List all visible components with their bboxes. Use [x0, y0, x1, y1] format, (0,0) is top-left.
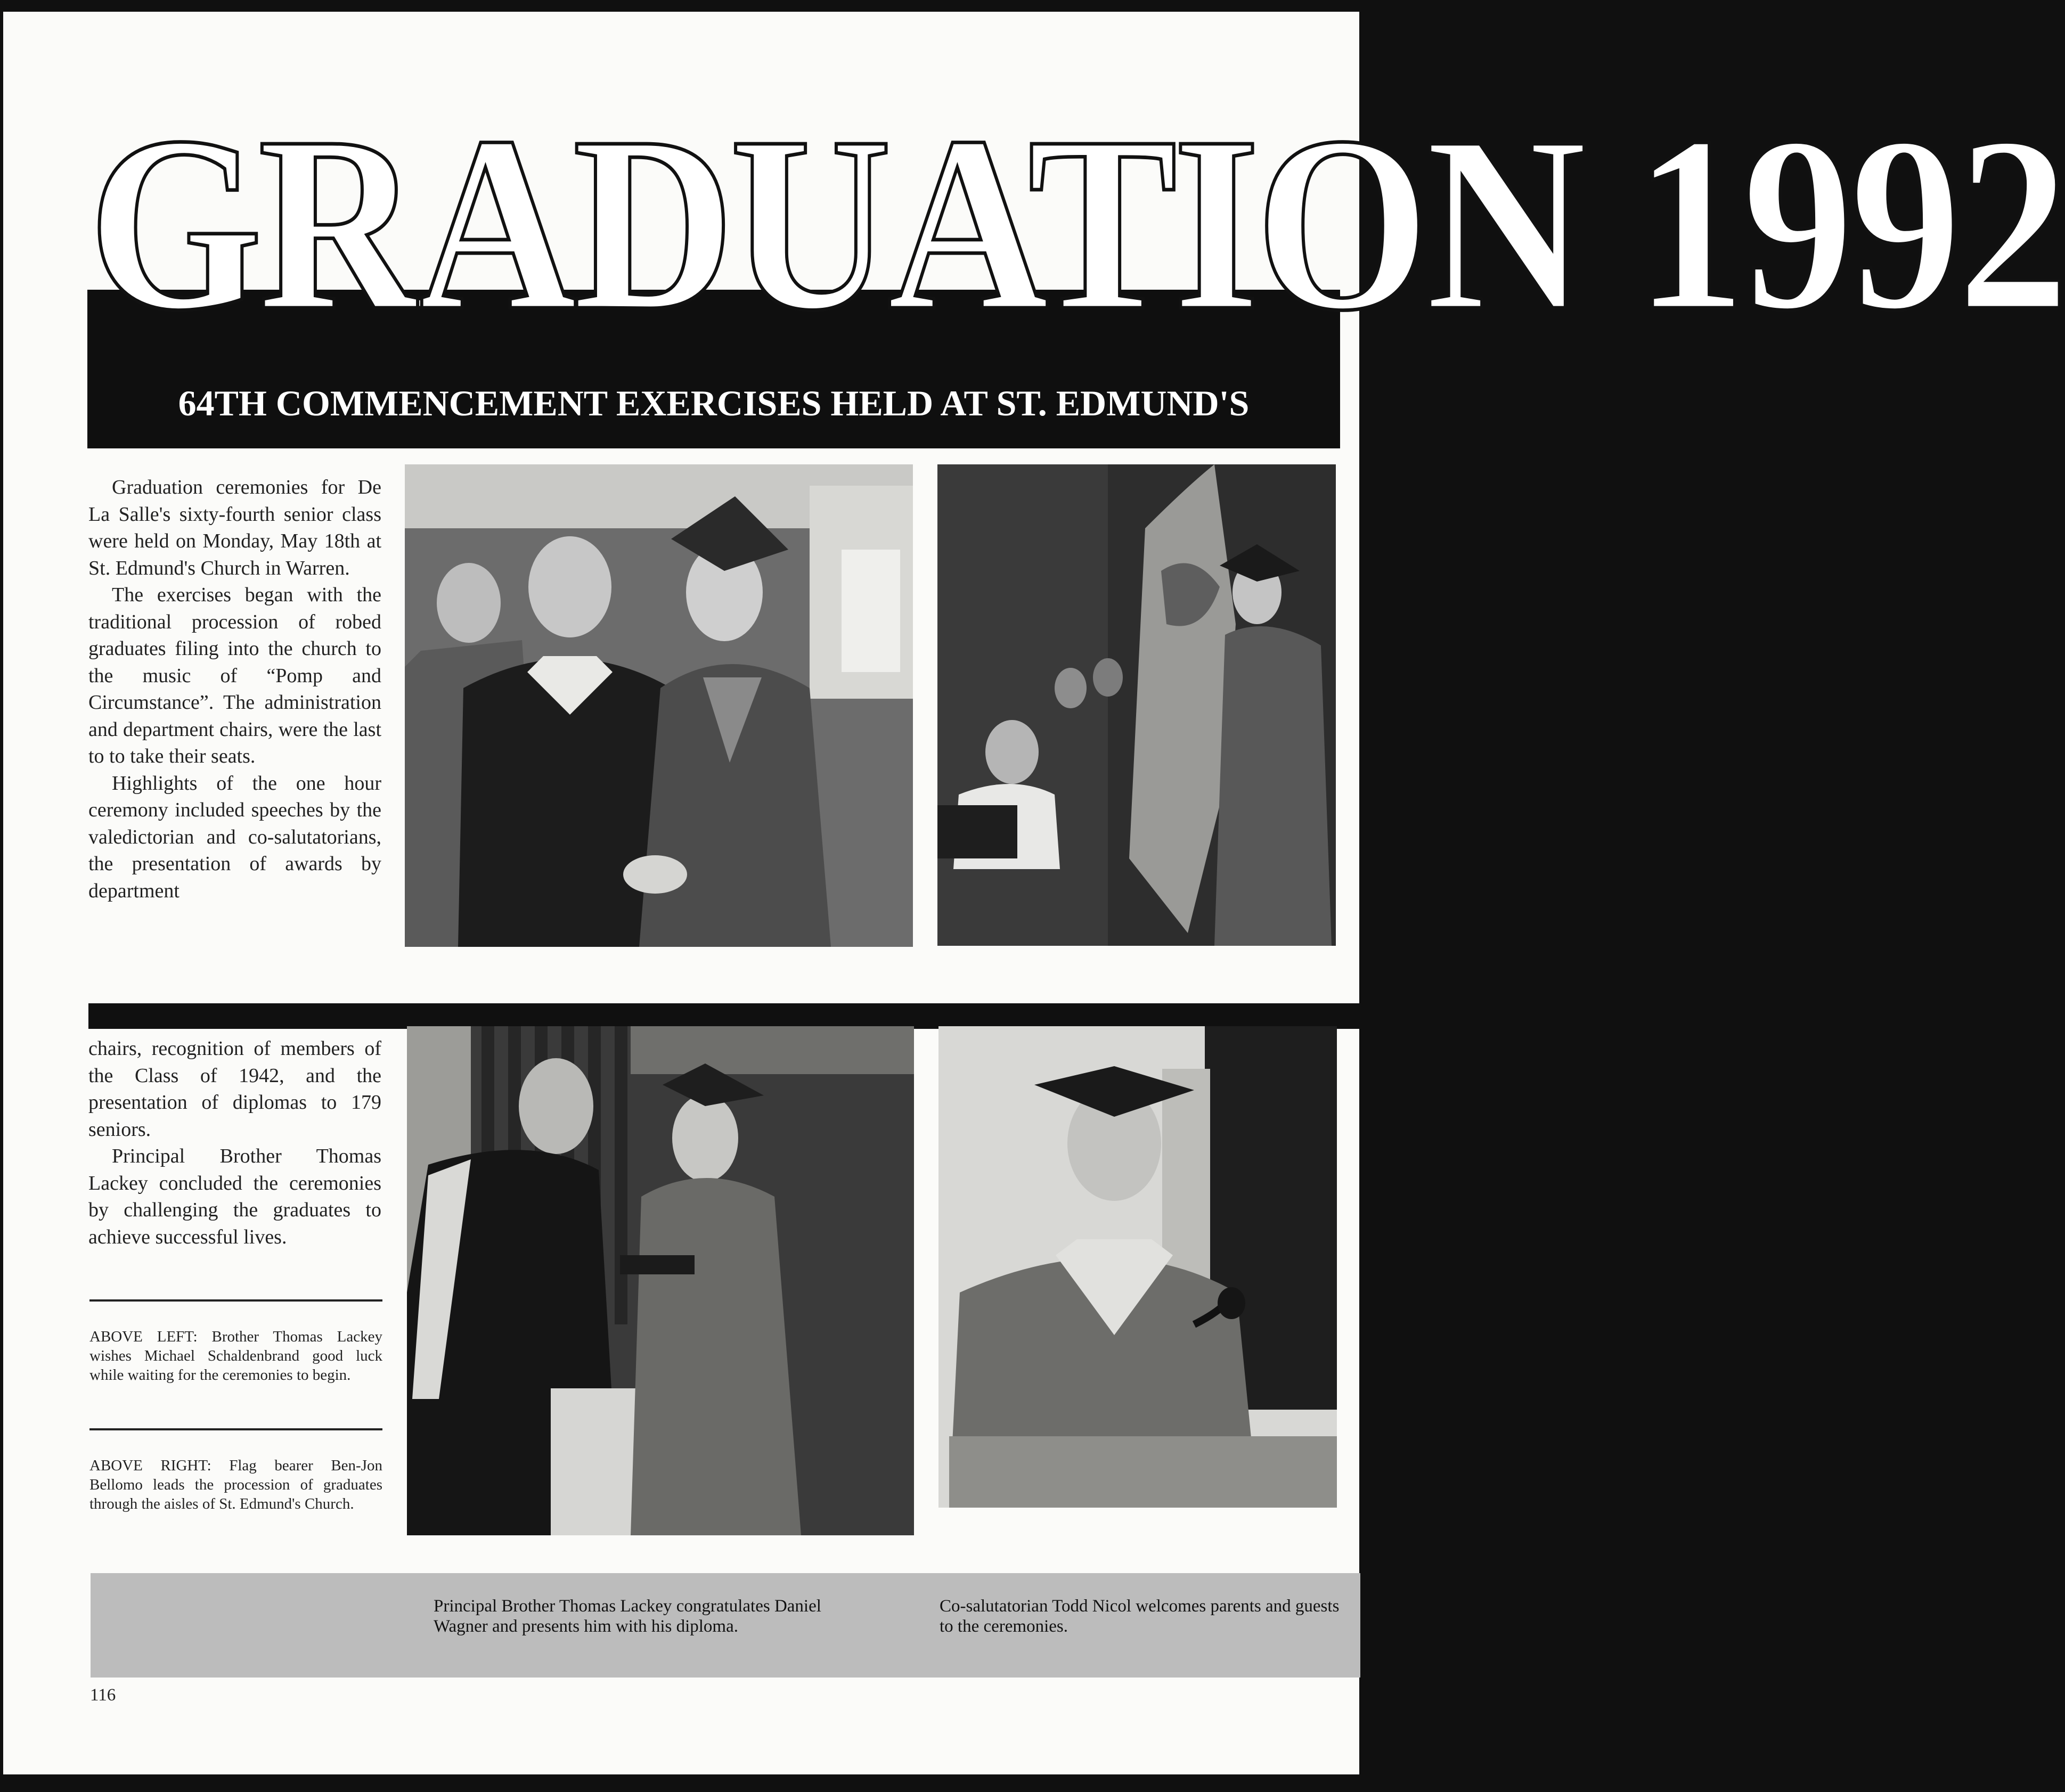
page-subtitle: 64TH COMMENCEMENT EXERCISES HELD AT ST. EDMUND'S [178, 383, 1250, 423]
article-column-bottom [88, 1035, 381, 1250]
caption-above-right: ABOVE RIGHT: Flag bearer Ben-Jon Bellomo leads the procession of graduates through the aisles of St. Edmund's Church. [89, 1457, 382, 1512]
article-paragraph: chairs, recognition of members of the Class of 1942, and the presentation of diplomas to 179 seniors. [88, 1037, 381, 1141]
photo-todd-nicol [938, 1026, 1337, 1508]
caption-above-left: ABOVE LEFT: Brother Thomas Lackey wishes Michael Schaldenbrand good luck while waiting for the ceremonies to begin. [89, 1328, 382, 1384]
yearbook-page [3, 12, 2065, 1774]
photo-handshake-drawing [405, 464, 913, 947]
photo-diploma-drawing [407, 1026, 914, 1535]
page-number: 116 [90, 1685, 116, 1705]
photo-diploma-presentation [407, 1026, 914, 1535]
article-column-top [88, 474, 381, 904]
caption-diploma: Principal Brother Thomas Lackey congratulates Daniel Wagner and presents him with his diploma. [434, 1597, 821, 1636]
page-divider [88, 1003, 1366, 1029]
caption-rule [89, 1299, 382, 1302]
photo-podium-drawing [938, 1026, 1337, 1508]
caption-todd-nicol: Co-salutatorian Todd Nicol welcomes parents and guests to the ceremonies. [940, 1597, 1340, 1636]
article-paragraph: Principal Brother Thomas Lackey concluded the ceremonies by challenging the graduates to achieve successful lives. [88, 1145, 381, 1248]
photo-flag-bearer [937, 464, 1336, 946]
page-title: GRADUATION 1992 [88, 85, 2065, 362]
caption-rule [89, 1428, 382, 1430]
photo-lackey-schaldenbrand [405, 464, 913, 947]
photo-flag-drawing [937, 464, 1336, 946]
article-paragraph: The exercises began with the traditional procession of robed graduates filing into the church to the music of “Pomp and Circumstance”. The administration and department chairs, were the last to to take their seats. [88, 584, 381, 767]
article-paragraph: Highlights of the one hour ceremony included speeches by the valedictorian and co-salutatorians, the presentation of awards by department [88, 772, 381, 902]
article-paragraph: Graduation ceremonies for De La Salle's sixty-fourth senior class were held on Monday, May 18th at St. Edmund's Church in Warren. [88, 476, 381, 579]
